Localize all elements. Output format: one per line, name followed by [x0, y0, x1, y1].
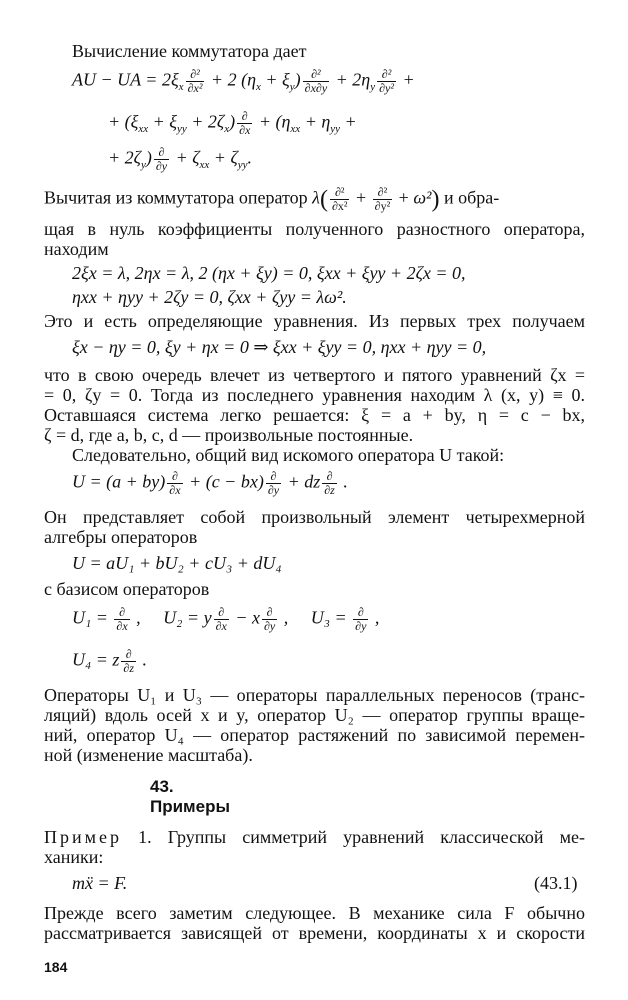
- paragraph-2-line-2: = 0, ζy = 0. Тогда из последнего уравнения находим λ (x, y) ≡ 0.: [44, 385, 585, 405]
- closing-line-2: рассматривается зависящей от времени, координаты x и скорости: [44, 923, 585, 943]
- newton-equation: mẍ = F.: [72, 873, 128, 893]
- equation-number: (43.1): [534, 873, 578, 893]
- operator-u-formula: U = (a + by) $\frac{\partial}{\partial x}$ + (c − bx) $\frac{\partial}{\partial y}$ + dz $\frac{\partial}{\partial z}$ .: [72, 469, 348, 497]
- example-line-1: Пример 1. Группы симметрий уравнений классической ме-: [44, 827, 586, 847]
- basis-operators-line-1: U₁ = $\frac{\partial}{\partial x}$ , U₂ = y $\frac{\partial}{\partial x}$ − x $\frac{\partial}{\partial y}$ , U₃ = $\frac{\partial}{\partial y}$ ,: [72, 605, 380, 633]
- operators-line-1: Операторы U₁ и U₃ — операторы параллельных переносов (транс-: [44, 685, 585, 705]
- general-form-line: Следовательно, общий вид искомого оператора U такой:: [72, 445, 505, 465]
- commutator-formula-line-2: + $(\xi_{xx} + \xi_{yy} + 2\zeta_x)$ $\frac{\partial}{\partial x}$ + ($\eta_{xx} + \eta_{yy}$ +: [108, 109, 357, 137]
- operators-line-4: ной (изменение масштаба).: [44, 745, 253, 765]
- section-number: 43.: [150, 777, 174, 796]
- subtract-line-3: находим: [44, 239, 109, 259]
- subtract-line-1: Вычитая из коммутатора оператор λ( $\frac{\text{∂²}}{\text{∂x²}}$ + $\frac{\text{∂²}}{\text{∂y²}}$ + ω²) и обра-: [44, 185, 500, 213]
- derived-equations-line: ξx − ηy = 0, ξy + ηx = 0 ⇒ ξxx + ξyy = 0, ηxx + ηyy = 0,: [72, 337, 487, 357]
- operators-line-2: ляций) вдоль осей x и y, оператор U₂ — оператор группы враще-: [44, 705, 585, 725]
- paragraph-2-line-1: что в свою очередь влечет из четвертого и пятого уравнений ζx =: [44, 365, 585, 385]
- example-label: Пример: [44, 827, 123, 847]
- representation-line-2: алгебры операторов: [44, 527, 198, 547]
- commutator-formula-line-1: AU − UA = $2\xi_x$ $\frac{\text{∂²}}{\text{∂x²}}$ + 2 $(\eta_x + \xi_y)$ $\frac{\text{∂²}}{\partial x\partial y}$ + $2\eta_y$ $\frac{\text{∂²}}{\text{∂y²}}$ +: [72, 67, 415, 95]
- system-line-1: 2ξx = λ, 2ηx = λ, 2 (ηx + ξy) = 0, ξxx + ξyy + 2ζx = 0,: [72, 263, 466, 283]
- defining-equations-line: Это и есть определяющие уравнения. Из первых трех получаем: [44, 311, 585, 331]
- algebra-formula: U = aU₁ + bU₂ + cU₃ + dU₄: [72, 553, 282, 573]
- system-line-2: ηxx + ηyy + 2ζy = 0, ζxx + ζyy = λω².: [72, 287, 347, 307]
- page-number: 184: [44, 959, 68, 975]
- closing-line-1: Прежде всего заметим следующее. В механике сила F обычно: [44, 903, 585, 923]
- commutator-formula-line-3: + $2\zeta_y$) $\frac{\partial}{\partial y}$ + $\zeta_{xx} + \zeta_{yy}$.: [108, 145, 252, 173]
- basis-intro-line: с базисом операторов: [44, 579, 210, 599]
- intro-line: Вычисление коммутатора дает: [72, 41, 307, 61]
- paragraph-2-line-4: ζ = d, где a, b, c, d — произвольные постоянные.: [44, 425, 414, 445]
- paragraph-2-line-3: Оставшаяся система легко решается: ξ = a + by, η = c − bx,: [44, 405, 585, 425]
- section-title: Примеры: [150, 797, 230, 816]
- representation-line-1: Он представляет собой произвольный элемент четырехмерной: [44, 507, 585, 527]
- operators-line-3: ний, оператор U₄ — оператор растяжений по зависимой перемен-: [44, 725, 585, 745]
- subtract-line-2: щая в нуль коэффициенты полученного разностного оператора,: [44, 219, 585, 239]
- basis-operators-line-2: U₄ = z $\frac{\partial}{\partial z}$ .: [72, 647, 148, 675]
- example-line-2: ханики:: [44, 847, 104, 867]
